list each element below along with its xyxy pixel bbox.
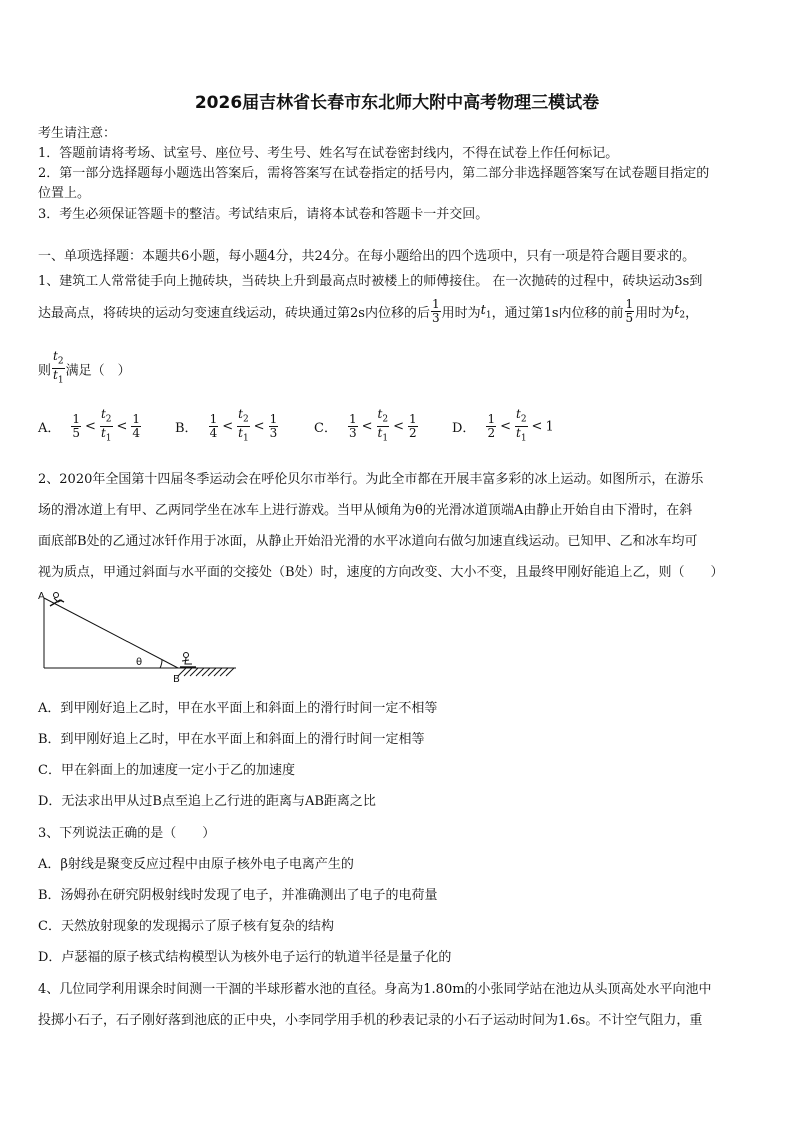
option-c[interactable]: C． $\frac{1}{3}$ < $\frac{t_2}{t_1}$ < $\frac{1}{2}$ [314,407,417,444]
option-b[interactable]: B． $\frac{1}{4}$ < $\frac{t_2}{t_1}$ < $\frac{1}{3}$ [175,407,278,444]
notice-heading: 考生请注意： [38,126,117,141]
q3-option-d[interactable]: D．卢瑟福的原子核式结构模型认为核外电子运行的轨道半径是量子化的 [38,950,452,965]
angle-arc [160,660,162,668]
sled-b-icon [180,653,196,668]
q3-option-b[interactable]: B．汤姆孙在研究阴极射线时发现了电子，并准确测出了电子的电荷量 [38,888,438,903]
question-3-stem: 3、下列说法正确的是（ ） [38,826,216,841]
notice-item: 2．第一部分选择题每小题选出答案后，需将答案写在试卷指定的括号内，第二部分非选择题答案写在试卷题目指定的 [38,166,710,181]
incline-figure [36,588,246,686]
q3-option-c[interactable]: C．天然放射现象的发现揭示了原子核有复杂的结构 [38,919,334,934]
q2-option-c[interactable]: C．甲在斜面上的加速度一定小于乙的加速度 [38,763,295,778]
section-heading: 一、单项选择题：本题共6小题，每小题4分，共24分。在每小题给出的四个选项中，只有一项是符合题目要求的。 [38,249,696,264]
fraction: $\frac{1}{5}$ [625,297,634,325]
question-2-line: 场的滑冰道上有甲、乙两同学坐在冰车上进行游戏。当甲从倾角为θ的光滑冰道顶端A由静止开始自由下滑时，在斜 [38,503,693,518]
question-2-line: 2、2020年全国第十四届冬季运动会在呼伦贝尔市举行。为此全市都在开展丰富多彩的冰上运动。如图所示，在游乐 [38,472,704,487]
question-1-line: 达最高点，将砖块的运动匀变速直线运动，砖块通过第2s内位移的后 $\frac{1}{3}$ 用时为$t_1$，通过第1s内位移的前 $\frac{1}{5}$ 用时为$t_2$， [38,297,699,325]
ground-hatching [178,668,234,676]
notice-item: 3．考生必须保证答题卡的整洁。考试结束后，请将本试卷和答题卡一并交回。 [38,207,489,222]
q3-option-a[interactable]: A．β射线是聚变反应过程中由原子核外电子电离产生的 [38,857,354,872]
question-4-line: 4、几位同学利用课余时间测一干涸的半球形蓄水池的直径。身高为1.80m的小张同学站在池边从头顶高处水平向池中 [38,982,712,997]
question-4-line: 投掷小石子，石子刚好落到池底的正中央，小李同学用手机的秒表记录的小石子运动时间为1.6s。不计空气阻力，重 [38,1013,703,1028]
notice-item: 位置上。 [38,186,91,201]
page-title: 2026届吉林省长春市东北师大附中高考物理三模试卷 [194,93,600,113]
sled-a-icon [50,593,64,607]
q2-option-a[interactable]: A．到甲刚好追上乙时，甲在水平面上和斜面上的滑行时间一定不相等 [38,701,438,716]
point-b-label: B [173,674,180,685]
ratio-t2-t1: $\frac{t_2}{t_1}$ [53,349,64,386]
question-2-line: 视为质点，甲通过斜面与水平面的交接处（B处）时，速度的方向改变、大小不变，且最终甲刚好能追上乙，则（ ） [38,565,724,580]
fraction: $\frac{1}{3}$ [431,297,440,325]
option-d[interactable]: D． $\frac{1}{2}$ < $\frac{t_2}{t_1}$ < 1 [452,407,554,444]
q2-option-d[interactable]: D．无法求出甲从过B点至追上乙行进的距离与AB距离之比 [38,794,376,809]
angle-label: θ [136,657,143,668]
option-a[interactable]: A． $\frac{1}{5}$ < $\frac{t_2}{t_1}$ < $\frac{1}{4}$ [38,407,141,444]
notice-item: 1．答题前请将考场、试室号、座位号、考生号、姓名写在试卷密封线内，不得在试卷上作任何标记。 [38,146,619,161]
question-2-line: 面底部B处的乙通过冰钎作用于冰面，从静止开始沿光滑的水平冰道向右做匀加速直线运动。已知甲、乙和冰车均可 [38,534,698,549]
point-a-label: A [38,591,45,602]
question-1-line: 1、建筑工人常常徒手向上抛砖块，当砖块上升到最高点时被楼上的师傅接住。 在一次抛砖的过程中，砖块运动3s到 [38,274,703,289]
question-1-line: 则 $\frac{t_2}{t_1}$ 满足（ ） [38,349,131,386]
q2-option-b[interactable]: B．到甲刚好追上乙时，甲在水平面上和斜面上的滑行时间一定相等 [38,732,425,747]
